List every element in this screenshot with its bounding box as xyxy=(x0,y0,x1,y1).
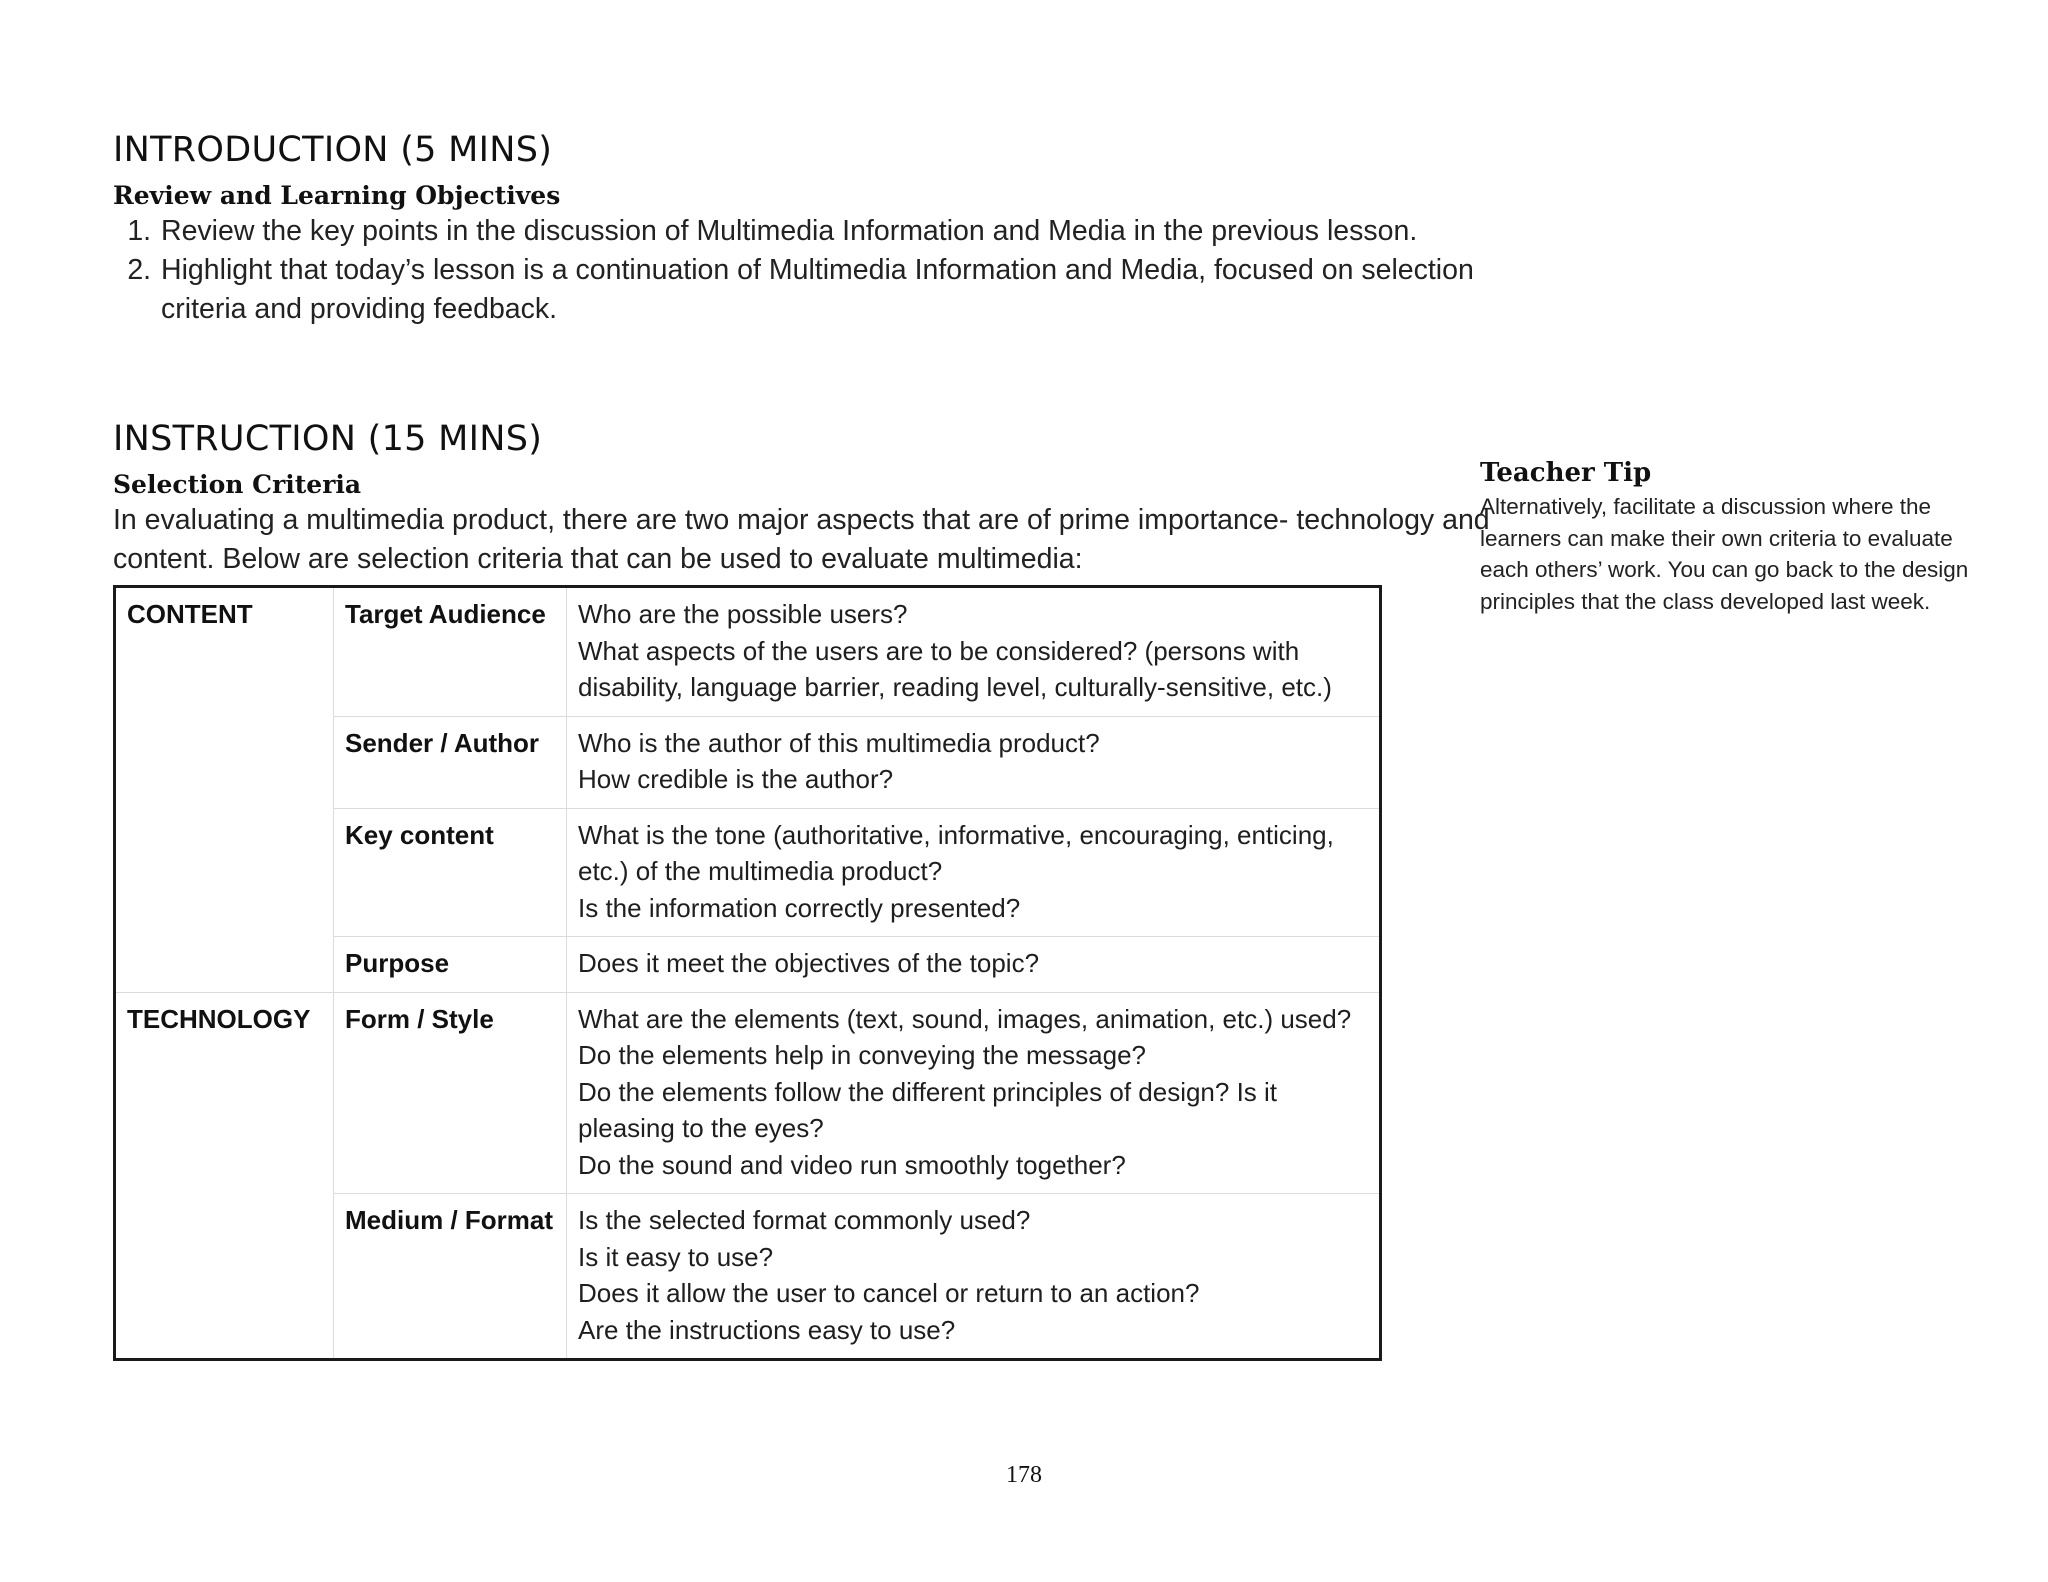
main-column xyxy=(113,128,1493,1361)
question-text: Who is the author of this multimedia product? xyxy=(578,727,1100,758)
question-text: How credible is the author? xyxy=(578,764,894,794)
category-cell xyxy=(115,1194,334,1360)
category-cell: CONTENT xyxy=(115,587,334,717)
review-objectives-subheading: Review and Learning Objectives xyxy=(113,181,561,210)
table-row xyxy=(115,1194,1381,1360)
aspect-cell: Form / Style xyxy=(334,992,567,1194)
questions-cell xyxy=(567,716,1381,808)
table-row xyxy=(115,992,1381,1194)
question-text: Does it meet the objectives of the topic? xyxy=(578,948,1040,978)
aspect-cell: Medium / Format xyxy=(334,1194,567,1360)
page-number: 178 xyxy=(1006,1462,1042,1488)
questions-cell xyxy=(567,808,1381,937)
selection-criteria-table xyxy=(113,585,1382,1361)
teacher-tip-box xyxy=(1480,455,1970,617)
teacher-tip-text: Alternatively, facilitate a discussion where the learners can make their own criteria to evaluate each others’ work. You can go back to the design principles that the class developed last week. xyxy=(1480,494,1969,614)
table-row xyxy=(115,937,1381,993)
table-row xyxy=(115,808,1381,937)
question-text: Do the elements follow the different principles of design? Is it pleasing to the eyes? xyxy=(578,1076,1278,1143)
questions-cell xyxy=(567,992,1381,1194)
category-cell xyxy=(115,716,334,808)
aspect-cell: Purpose xyxy=(334,937,567,993)
category-cell xyxy=(115,937,334,993)
question-text: Do the elements help in conveying the message? xyxy=(578,1040,1147,1070)
question-text: Is the information correctly presented? xyxy=(578,892,1021,923)
question-text: What is the tone (authoritative, informative, encouraging, enticing, etc.) of the multimedia product? xyxy=(578,819,1334,886)
questions-cell xyxy=(567,937,1381,993)
questions-cell xyxy=(567,587,1381,717)
question-text: Is it easy to use? xyxy=(578,1241,774,1272)
table-row xyxy=(115,587,1381,717)
instruction-paragraph: In evaluating a multimedia product, there are two major aspects that are of prime importance- technology and content. Below are selection criteria that can be used to evaluate multimedia: xyxy=(113,504,1490,575)
teacher-tip-heading: Teacher Tip xyxy=(1480,458,1652,488)
question-text: What are the elements (text, sound, images, animation, etc.) used? xyxy=(578,1003,1352,1034)
aspect-cell: Key content xyxy=(334,808,567,937)
objective-item: 2. Highlight that today’s lesson is a continuation of Multimedia Information and Media, focused on selection criteria and providing feedback. xyxy=(159,251,1493,329)
question-text: Is the selected format commonly used? xyxy=(578,1205,1031,1235)
aspect-cell: Target Audience xyxy=(334,587,567,717)
introduction-heading: INTRODUCTION (5 MINS) xyxy=(113,130,553,170)
question-text: What aspects of the users are to be considered? (persons with disability, language barrier, reading level, culturally-sensitive, etc.) xyxy=(578,635,1332,702)
objectives-list xyxy=(113,212,1493,329)
questions-cell xyxy=(567,1194,1381,1360)
question-text: Do the sound and video run smoothly together? xyxy=(578,1149,1126,1180)
aspect-cell: Sender / Author xyxy=(334,716,567,808)
question-text: Are the instructions easy to use? xyxy=(578,1314,956,1345)
instruction-heading: INSTRUCTION (15 MINS) xyxy=(113,419,543,459)
table-row xyxy=(115,716,1381,808)
question-text: Who are the possible users? xyxy=(578,599,908,629)
category-cell: TECHNOLOGY xyxy=(115,992,334,1194)
category-cell xyxy=(115,808,334,937)
objective-item: 1. Review the key points in the discussion of Multimedia Information and Media in the previous lesson. xyxy=(159,212,1493,251)
question-text: Does it allow the user to cancel or return to an action? xyxy=(578,1278,1200,1308)
selection-criteria-subheading: Selection Criteria xyxy=(113,470,362,499)
